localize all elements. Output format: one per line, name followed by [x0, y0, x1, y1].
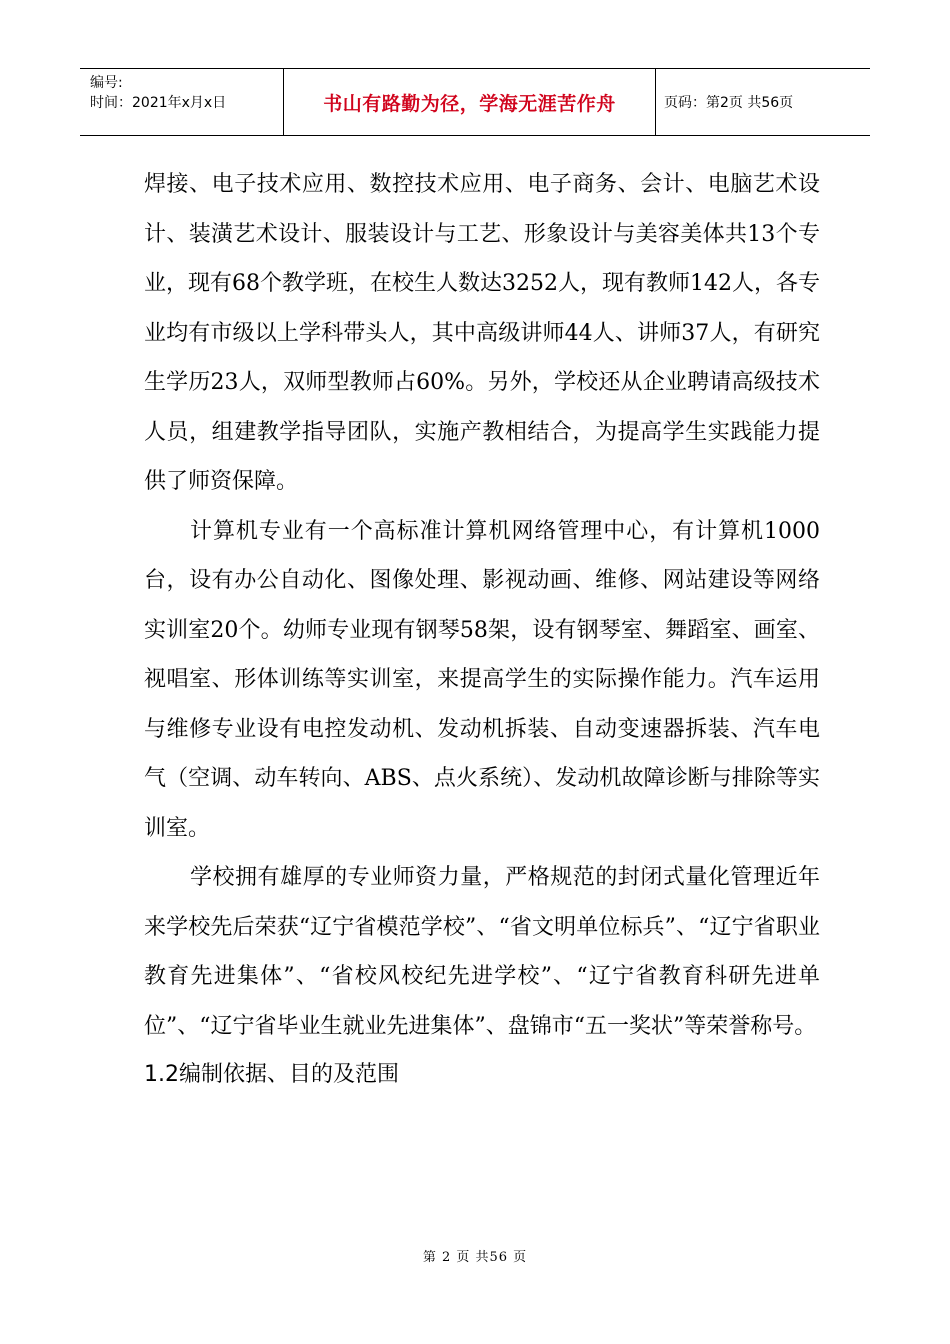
page-footer: 第 2 页 共56 页 — [422, 1250, 528, 1265]
document-time-label: 时间：2021年x月x日 — [90, 95, 227, 111]
body-paragraph-3: 学校拥有雄厚的专业师资力量，严格规范的封闭式量化管理近年来学校先后荣获“辽宁省模范学校”、“省文明单位标兵”、“辽宁省职业教育先进集体”、“省校风校纪先进学校”、“辽宁省教育科研先进单位”、“辽宁省毕业生就业先进集体”、盘锦市“五一奖状”等荣誉称号。 — [144, 865, 820, 1039]
document-body — [144, 160, 820, 1093]
page-header — [80, 68, 870, 136]
document-number-label: 编号: — [90, 75, 123, 91]
header-page-number: 页码：第2页 共56页 — [664, 95, 794, 111]
header-motto-cell — [283, 69, 656, 135]
header-motto: 书山有路勤为径，学海无涯苦作舟 — [323, 92, 616, 115]
body-paragraph-1: 焊接、电子技术应用、数控技术应用、电子商务、会计、电脑艺术设计、装潢艺术设计、服装设计与工艺、形象设计与美容美体共13个专业，现有68个教学班，在校生人数达3252人，现有教师142人，各专业均有市级以上学科带头人，其中高级讲师44人、讲师37人，有研究生学历23人，双师型教师占60%。另外，学校还从企业聘请高级技术人员，组建教学指导团队，实施产教相结合，为提高学生实践能力提供了师资保障。 — [144, 172, 820, 494]
section-heading: 1.2编制依据、目的及范围 — [144, 1062, 399, 1087]
header-page-info — [656, 69, 870, 135]
header-meta — [80, 69, 283, 135]
body-paragraph-2: 计算机专业有一个高标准计算机网络管理中心，有计算机1000台，设有办公自动化、图像处理、影视动画、维修、网站建设等网络实训室20个。幼师专业现有钢琴58架，设有钢琴室、舞蹈室、画室、视唱室、形体训练等实训室，来提高学生的实际操作能力。汽车运用与维修专业设有电控发动机、发动机拆装、自动变速器拆装、汽车电气（空调、动车转向、ABS、点火系统）、发动机故障诊断与排除等实训室。 — [144, 518, 820, 841]
